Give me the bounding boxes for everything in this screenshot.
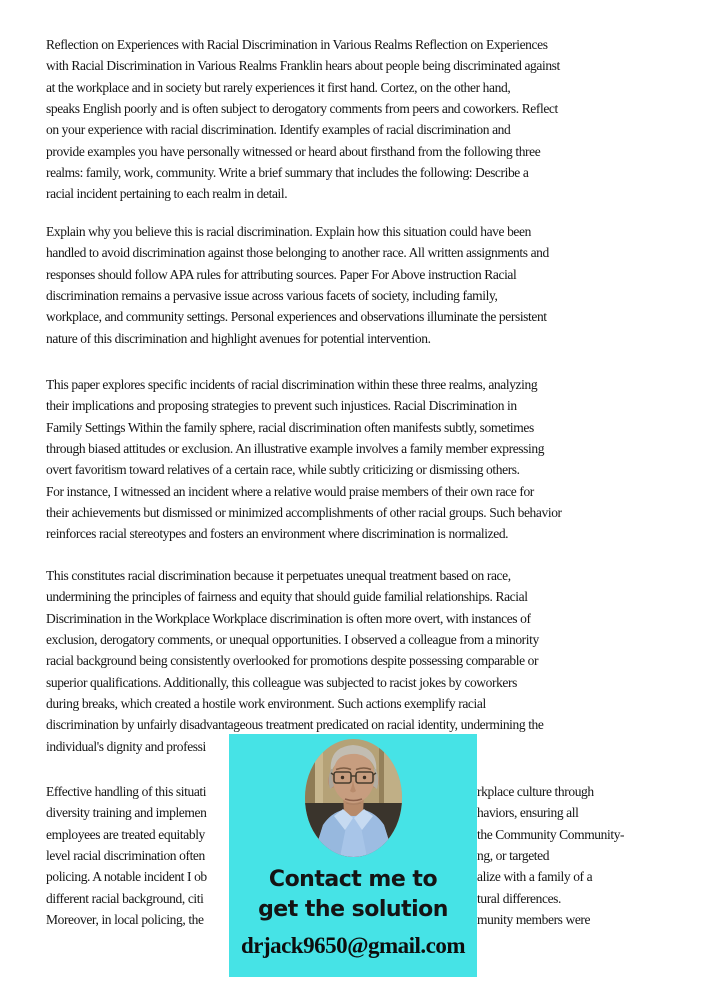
contact-overlay: [229, 734, 477, 977]
contact-text-line-2: get the solution: [258, 897, 448, 922]
paragraph-4: [46, 565, 662, 757]
text-line: overt favoritism toward relatives of a certain race, while subtly criticizing or dismissing others.: [46, 462, 520, 478]
text-line: realms: family, work, community. Write a brief summary that includes the following: Describe a: [46, 164, 529, 180]
text-fragment-right: ng, or targeted: [477, 847, 550, 863]
text-fragment-right: the Community Community-: [477, 826, 625, 842]
text-fragment-left: employees are treated equitably: [46, 826, 205, 842]
text-line: discrimination remains a pervasive issue across various facets of society, including family,: [46, 287, 498, 303]
text-fragment-left: level racial discrimination often: [46, 847, 205, 863]
text-fragment-left: Moreover, in local policing, the: [46, 911, 204, 927]
contact-email: drjack9650@gmail.com: [240, 933, 466, 958]
text-line: individual's dignity and professi: [46, 738, 206, 754]
text-line: discrimination by unfairly disadvantageous treatment predicated on racial identity, undermining the: [46, 717, 544, 733]
paragraph-2: [46, 221, 662, 349]
paragraph-3: [46, 374, 662, 545]
text-line: through biased attitudes or exclusion. An illustrative example involves a family member expressing: [46, 440, 545, 456]
text-line: reinforces racial stereotypes and fosters an environment where discrimination is normalized.: [46, 526, 509, 542]
text-line: handled to avoid discrimination against those belonging to another race. All written assignments and: [46, 245, 549, 261]
text-line: with Racial Discrimination in Various Realms Franklin hears about people being discriminated against: [46, 58, 560, 74]
text-line: Reflection on Experiences with Racial Discrimination in Various Realms Reflection on Experiences: [46, 37, 548, 52]
text-line: This constitutes racial discrimination because it perpetuates unequal treatment based on race,: [46, 568, 511, 583]
text-fragment-left: policing. A notable incident I ob: [46, 869, 207, 885]
text-line: superior qualifications. Additionally, this colleague was subjected to racist jokes by coworkers: [46, 674, 517, 690]
text-line: at the workplace and in society but rarely experiences it first hand. Cortez, on the other hand,: [46, 79, 511, 95]
text-fragment-right: tural differences.: [477, 890, 562, 906]
text-fragment-left: Effective handling of this situati: [46, 784, 207, 799]
text-line: Family Settings Within the family sphere, racial discrimination often manifests subtly, sometimes: [46, 419, 534, 435]
text-line: on your experience with racial discrimination. Identify examples of racial discrimination and: [46, 122, 511, 138]
text-line: racial background being consistently overlooked for promotions despite possessing comparable or: [46, 653, 539, 669]
text-line: This paper explores specific incidents of racial discrimination within these three realms, analyzing: [46, 377, 538, 392]
portrait-illustration: [305, 739, 402, 857]
contact-text-line-1: Contact me to: [268, 867, 438, 892]
text-line: during breaks, which created a hostile work environment. Such actions exemplify racial: [46, 695, 486, 711]
text-fragment-right: haviors, ensuring all: [477, 805, 579, 821]
text-line: their achievements but dismissed or minimized accomplishments of other racial groups. Such behavior: [46, 504, 562, 520]
text-line: workplace, and community settings. Personal experiences and observations illuminate the persistent: [46, 309, 547, 325]
text-line: their implications and proposing strategies to prevent such injustices. Racial Discrimination in: [46, 398, 517, 414]
text-line: undermining the principles of fairness and equity that should guide familial relationships. Racial: [46, 589, 528, 605]
text-line: exclusion, derogatory comments, or unequal opportunities. I observed a colleague from a minority: [46, 631, 539, 647]
text-line: provide examples you have personally witnessed or heard about firsthand from the following three: [46, 143, 541, 159]
text-line: speaks English poorly and is often subject to derogatory comments from peers and coworkers. Reflect: [46, 100, 558, 116]
text-fragment-left: diversity training and implemen: [46, 805, 207, 821]
text-line: nature of this discrimination and highlight avenues for potential intervention.: [46, 330, 431, 346]
text-line: responses should follow APA rules for attributing sources. Paper For Above instruction Racial: [46, 266, 517, 282]
text-fragment-left: different racial background, citi: [46, 890, 204, 906]
text-fragment-right: alize with a family of a: [477, 869, 593, 885]
text-fragment-right: munity members were: [477, 911, 591, 927]
paragraph-1: [46, 34, 662, 205]
text-fragment-right: rkplace culture through: [477, 784, 594, 799]
text-line: Explain why you believe this is racial discrimination. Explain how this situation could have been: [46, 224, 531, 239]
text-line: For instance, I witnessed an incident where a relative would praise members of their own race for: [46, 483, 534, 499]
tutor-portrait-photo: [305, 739, 402, 857]
text-line: racial incident pertaining to each realm in detail.: [46, 186, 288, 202]
text-line: Discrimination in the Workplace Workplace discrimination is often more overt, with instances of: [46, 610, 531, 626]
